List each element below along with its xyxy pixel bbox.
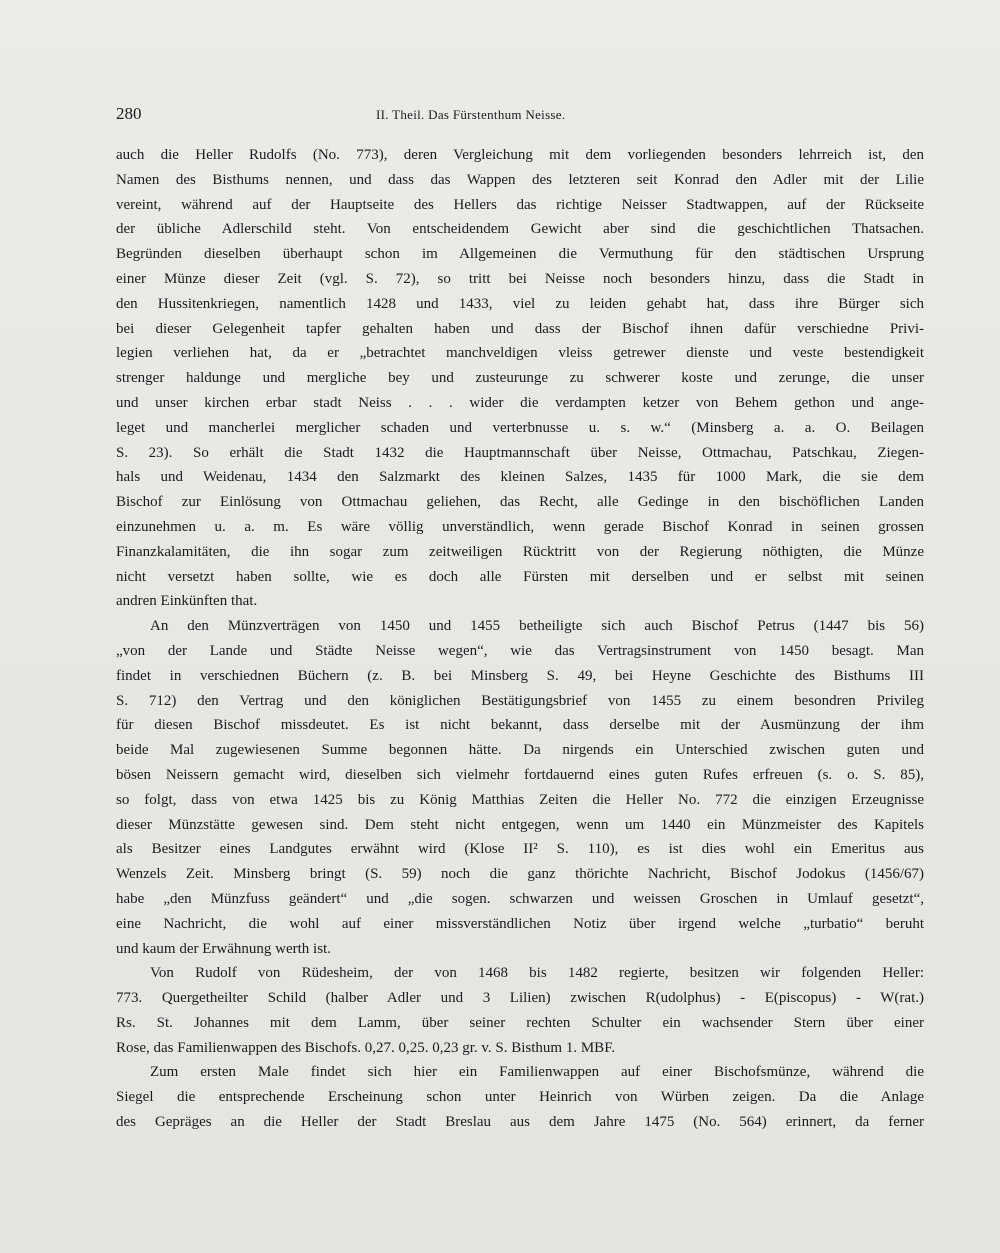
text-line: eine Nachricht, die wohl auf einer missverständlichen Notiz über irgend welche „turbatio“ beruht	[116, 915, 924, 932]
text-line: Finanzkalamitäten, die ihn sogar zum zeitweiligen Rücktritt von der Regierung nöthigten, die Münze	[116, 543, 924, 560]
text-line: so folgt, dass von etwa 1425 bis zu König Matthias Zeiten die Heller No. 772 die einzigen Erzeugnisse	[116, 791, 924, 808]
text-line: der übliche Adlerschild steht. Von entscheidendem Gewicht aber sind die geschichtlichen Thatsachen.	[116, 221, 924, 238]
running-head: II. Theil. Das Fürstenthum Neisse.	[376, 107, 566, 122]
text-line: und kaum der Erwähnung werth ist.	[116, 940, 331, 957]
page-number: 280	[116, 104, 142, 123]
text-line: dieser Münzstätte gewesen sind. Dem steht nicht entgegen, wenn um 1440 ein Münzmeister des Kapitels	[116, 816, 924, 833]
text-line: Zum ersten Male findet sich hier ein Familienwappen auf einer Bischofsmünze, während die	[150, 1064, 924, 1081]
text-line: auch die Heller Rudolfs (No. 773), deren Vergleichung mit dem vorliegenden besonders lehrreich ist, den	[116, 147, 924, 163]
text-line: andren Einkünften that.	[116, 593, 258, 610]
text-line: für diesen Bischof missdeutet. Es ist nicht bekannt, dass derselbe mit der Ausmünzung der ihm	[116, 717, 924, 734]
text-line: legien verliehen hat, da er „betrachtet manchveldigen vleiss getrewer dienste und veste bestendigkeit	[116, 345, 924, 362]
text-line: Rose, das Familienwappen des Bischofs. 0,27. 0,25. 0,23 gr. v. S. Bisthum 1. MBF.	[116, 1039, 616, 1056]
text-line: „von der Lande und Städte Neisse wegen“, wie das Vertragsinstrument von 1450 besagt. Man	[116, 642, 924, 659]
body-text	[116, 143, 924, 1135]
page-header	[116, 104, 924, 134]
text-line: leget und mancherlei merglicher schaden und verterbnusse u. s. w.“ (Minsberg a. a. O. Beilagen	[116, 419, 924, 436]
text-line: An den Münzverträgen von 1450 und 1455 betheiligte sich auch Bischof Petrus (1447 bis 56)	[150, 618, 924, 635]
text-line: nicht versetzt haben sollte, wie es doch alle Fürsten mit derselben und er selbst mit seinen	[116, 568, 924, 585]
text-line: Bischof zur Einlösung von Ottmachau geliehen, das Recht, alle Gedinge in den bischöflichen Landen	[116, 494, 924, 511]
text-line: vereint, während auf der Hauptseite des Hellers das richtige Neisser Stadtwappen, auf der Rückseite	[116, 196, 924, 213]
text-line: als Besitzer eines Landgutes erwähnt wird (Klose II² S. 110), es ist dies wohl ein Emeritus aus	[116, 841, 924, 858]
text-line: den Hussitenkriegen, namentlich 1428 und 1433, viel zu leiden gehabt hat, dass ihre Bürger sich	[116, 295, 924, 312]
text-line: habe „den Münzfuss geändert“ und „die sogen. schwarzen und weissen Groschen in Umlauf gesetzt“,	[116, 890, 924, 907]
text-line: findet in verschiednen Büchern (z. B. bei Minsberg S. 49, bei Heyne Geschichte des Bisthums III	[116, 667, 924, 684]
text-line: Von Rudolf von Rüdesheim, der von 1468 bis 1482 regierte, besitzen wir folgenden Heller:	[150, 965, 924, 982]
text-line: S. 23). So erhält die Stadt 1432 die Hauptmannschaft über Neisse, Ottmachau, Patschkau, Ziegen-	[116, 444, 924, 461]
text-line: strenger haldunge und mergliche bey und zusteurunge zu schwerer koste und zerunge, die unser	[116, 370, 924, 387]
text-line: S. 712) den Vertrag und den königlichen Bestätigungsbrief von 1455 zu einem besondren Privileg	[116, 692, 924, 709]
text-line: bösen Neissern gemacht wird, dieselben sich vielmehr fortdauernd eines guten Rufes erfreuen (s. o. S. 85),	[116, 766, 924, 783]
text-line: Siegel die entsprechende Erscheinung schon unter Heinrich von Würben zeigen. Da die Anlage	[116, 1089, 924, 1106]
text-line: und unser kirchen erbar stadt Neiss . . . wider die verdampten ketzer von Behem gethon und ange-	[116, 394, 924, 411]
text-line: einer Münze dieser Zeit (vgl. S. 72), so tritt bei Neisse noch besonders hinzu, dass die Stadt in	[116, 270, 924, 287]
text-line: beide Mal zugewiesenen Summe begonnen hätte. Da nirgends ein Unterschied zwischen guten und	[116, 742, 924, 759]
text-line: Begründen dieselben überhaupt schon im Allgemeinen die Vermuthung für den städtischen Ursprung	[116, 246, 924, 263]
text-line: des Gepräges an die Heller der Stadt Breslau aus dem Jahre 1475 (No. 564) erinnert, da ferner	[116, 1114, 924, 1131]
text-line: bei dieser Gelegenheit tapfer gehalten haben und dass der Bischof ihnen dafür verschiedne Privi-	[116, 320, 924, 337]
text-line: einzunehmen u. a. m. Es wäre völlig unverständlich, wenn gerade Bischof Konrad in seinen grossen	[116, 518, 924, 535]
text-line: 773. Quergetheilter Schild (halber Adler und 3 Lilien) zwischen R(udolphus) - E(piscopus) - W(rat.)	[116, 990, 924, 1007]
text-line: hals und Weidenau, 1434 den Salzmarkt des kleinen Salzes, 1435 für 1000 Mark, die sie dem	[116, 469, 924, 486]
text-line: Namen des Bisthums nennen, und dass das Wappen des letzteren seit Konrad den Adler mit der Lilie	[116, 171, 924, 188]
text-line: Rs. St. Johannes mit dem Lamm, über seiner rechten Schulter ein wachsender Stern über einer	[116, 1014, 924, 1031]
text-line: Wenzels Zeit. Minsberg bringt (S. 59) noch die ganz thörichte Nachricht, Bischof Jodokus (1456/67)	[116, 866, 924, 883]
